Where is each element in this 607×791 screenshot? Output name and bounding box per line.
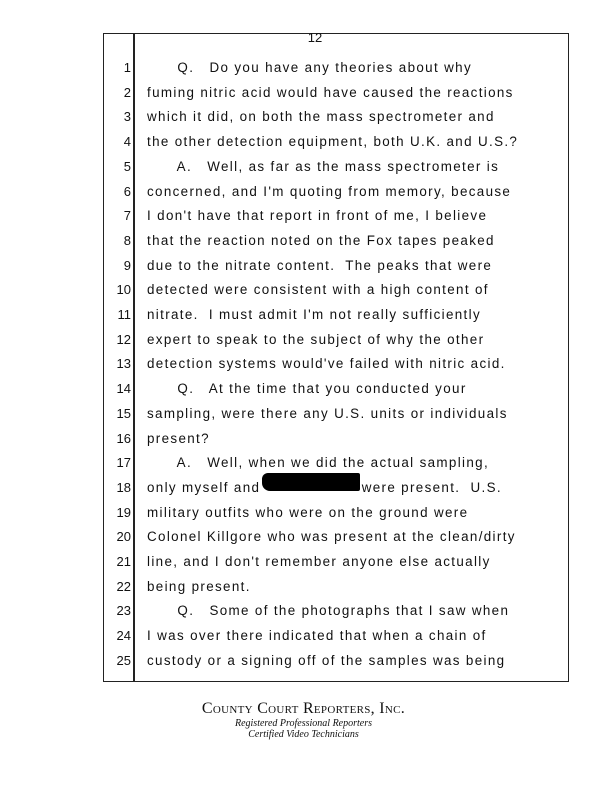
line-number: 21: [116, 554, 131, 569]
transcript-line: Colonel Killgore who was present at the clean/dirty: [147, 529, 516, 545]
transcript-line: that the reaction noted on the Fox tapes peaked: [147, 232, 495, 248]
line-number: 9: [123, 257, 131, 273]
line-number: 25: [116, 652, 131, 668]
transcript-line: custody or a signing off of the samples was being: [147, 652, 506, 668]
line-number: 15: [116, 405, 131, 421]
transcript-line: present?: [147, 430, 210, 446]
transcript-line: A. Well, as far as the mass spectrometer is: [147, 158, 500, 174]
line-number: 5: [123, 158, 131, 174]
line-number: 16: [116, 430, 131, 446]
line-number: 19: [116, 504, 131, 520]
line-number: 13: [116, 356, 131, 372]
line-number: 2: [123, 84, 131, 100]
line-number: 17: [116, 455, 131, 471]
line-number: 22: [116, 578, 131, 594]
company-name: County Court Reporters, Inc.: [201, 700, 406, 717]
transcript-line: sampling, were there any U.S. units or individuals: [147, 405, 508, 421]
footer-subtitle-2: Certified Video Technicians: [248, 729, 359, 740]
line-number: 10: [116, 282, 131, 298]
line-number: 12: [116, 331, 131, 347]
transcript-line: Q. At the time that you conducted your: [147, 381, 467, 397]
line-number: 1: [123, 60, 131, 75]
line-number: 14: [116, 381, 131, 397]
transcript-line: line, and I don't remember anyone else actually: [147, 554, 491, 569]
transcript-line: detected were consistent with a high content of: [147, 282, 489, 298]
page-number: 12: [307, 30, 323, 45]
transcript-line: concerned, and I'm quoting from memory, because: [147, 183, 512, 199]
line-number: 8: [123, 232, 131, 248]
line-number: 6: [123, 183, 131, 199]
transcript-line: Q. Do you have any theories about why: [147, 60, 472, 75]
transcript-line: being present.: [147, 578, 251, 594]
transcript-line: fuming nitric acid would have caused the reactions: [147, 84, 514, 100]
transcript-line: I don't have that report in front of me, I believe: [147, 208, 488, 224]
transcript-line: due to the nitrate content. The peaks that were: [147, 257, 493, 273]
line-number: 23: [116, 603, 131, 619]
transcript-line: detection systems would've failed with nitric acid.: [147, 356, 506, 372]
line-number: 20: [116, 529, 131, 545]
line-number: 11: [117, 307, 131, 322]
line-number: 7: [123, 208, 131, 224]
transcript-line: military outfits who were on the ground were: [147, 504, 469, 520]
transcript-line: expert to speak to the subject of why the other: [147, 331, 485, 347]
footer-subtitle-1: Registered Professional Reporters: [234, 718, 373, 729]
line-number: 24: [116, 628, 131, 644]
line-number: 18: [116, 479, 131, 495]
transcript-line: which it did, on both the mass spectrometer and: [147, 109, 495, 125]
line-number: 3: [123, 109, 131, 125]
transcript-line: A. Well, when we did the actual sampling,: [147, 455, 490, 471]
transcript-line: only myself and were present. U.S.: [147, 479, 502, 495]
transcript-line: I was over there indicated that when a chain of: [147, 628, 487, 644]
transcript-line: the other detection equipment, both U.K. and U.S.?: [147, 134, 519, 150]
transcript-line: nitrate. I must admit I'm not really sufficiently: [147, 307, 481, 322]
transcript-line: Q. Some of the photographs that I saw when: [147, 603, 510, 619]
line-number: 4: [123, 134, 131, 150]
